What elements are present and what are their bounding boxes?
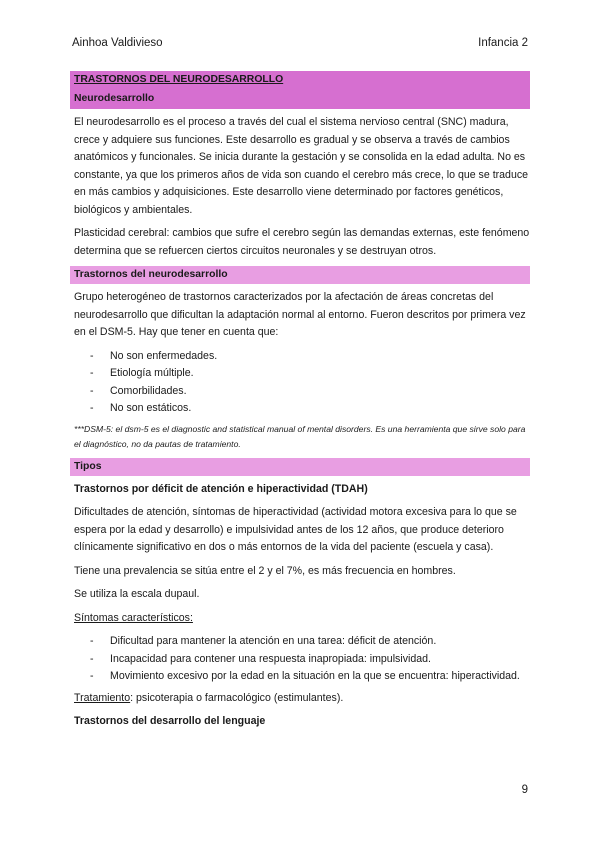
list-item: - Dificultad para mantener la atención en una tarea: déficit de atención. — [74, 633, 530, 651]
heading-trastornos: Trastornos del neurodesarrollo — [70, 266, 530, 284]
paragraph-neurodesarrollo: El neurodesarrollo es el proceso a través del cual el sistema nervioso central (SNC) madura, crece y adquiere sus funciones. Este desarrollo es gradual y se observa a través de cambios anatómicos y funcionales. Se inicia durante la gestación y se consolida en la edad adulta. No es constante, ya que los primeros años de vida son cuando el cerebro más crece, lo que se traduce en más cambios y adquisiciones. Este desarrollo viene determinado por factores genéticos, biológicos y ambientales. — [74, 116, 529, 216]
list-sintomas — [70, 633, 530, 686]
heading-lenguaje: Trastornos del desarrollo del lenguaje — [74, 715, 266, 727]
list-item: - No son enfermedades. — [74, 348, 530, 366]
header-subject: Infancia 2 — [478, 37, 528, 49]
list-item: - Incapacidad para contener una respuesta inapropiada: impulsividad. — [74, 651, 530, 669]
heading-tipos: Tipos — [70, 458, 530, 476]
section-title: TRASTORNOS DEL NEURODESARROLLO — [70, 71, 530, 89]
dsm-note: ***DSM-5: el dsm-5 es el diagnostic and statistical manual of mental disorders. Es una herramienta que sirve solo para el diagnóstico, no da pautas de tratamiento. — [74, 423, 526, 449]
tratamiento-text: : psicoterapia o farmacológico (estimulantes). — [130, 691, 344, 704]
list-item: - Movimiento excesivo por la edad en la situación en la que se encuentra: hiperactividad. — [74, 668, 530, 686]
paragraph-escala: Se utiliza la escala dupaul. — [74, 588, 200, 600]
list-caracteristicas — [70, 348, 530, 418]
paragraph-trastornos: Grupo heterogéneo de trastornos caracterizados por la afectación de áreas concretas del neurodesarrollo que dificultan la adaptación normal al entorno. Fueron descritos por primera vez en el DSM-5. Hay que tener en cuenta que: — [74, 291, 526, 338]
tratamiento-label: Tratamiento — [74, 691, 131, 704]
list-item: - Etiología múltiple. — [74, 365, 530, 383]
list-item: - No son estáticos. — [74, 400, 530, 418]
page-content — [70, 71, 530, 737]
paragraph-tratamiento — [74, 690, 530, 708]
paragraph-tdah: Dificultades de atención, síntomas de hiperactividad (actividad motora excesiva para lo que se espera por la edad y desarrollo) e impulsividad antes de los 12 años, que produce deterioro clínicamente significativo en dos o más entornos de la vida del paciente (escuela y casa). — [74, 506, 517, 553]
paragraph-prevalencia: Tiene una prevalencia se sitúa entre el 2 y el 7%, es más frecuencia en hombres. — [74, 564, 456, 577]
page-number: 9 — [521, 784, 528, 796]
paragraph-plasticidad: Plasticidad cerebral: cambios que sufre el cerebro según las demandas externas, este fenómeno determina que se refuercen ciertos circuitos neuronales y se destruyan otros. — [74, 227, 530, 257]
heading-tdah: Trastornos por déficit de atención e hiperactividad (TDAH) — [74, 482, 368, 495]
heading-neurodesarrollo: Neurodesarrollo — [70, 89, 530, 109]
sintomas-label: Síntomas característicos: — [74, 611, 193, 624]
list-item: - Comorbilidades. — [74, 383, 530, 401]
header-author: Ainhoa Valdivieso — [72, 37, 163, 49]
